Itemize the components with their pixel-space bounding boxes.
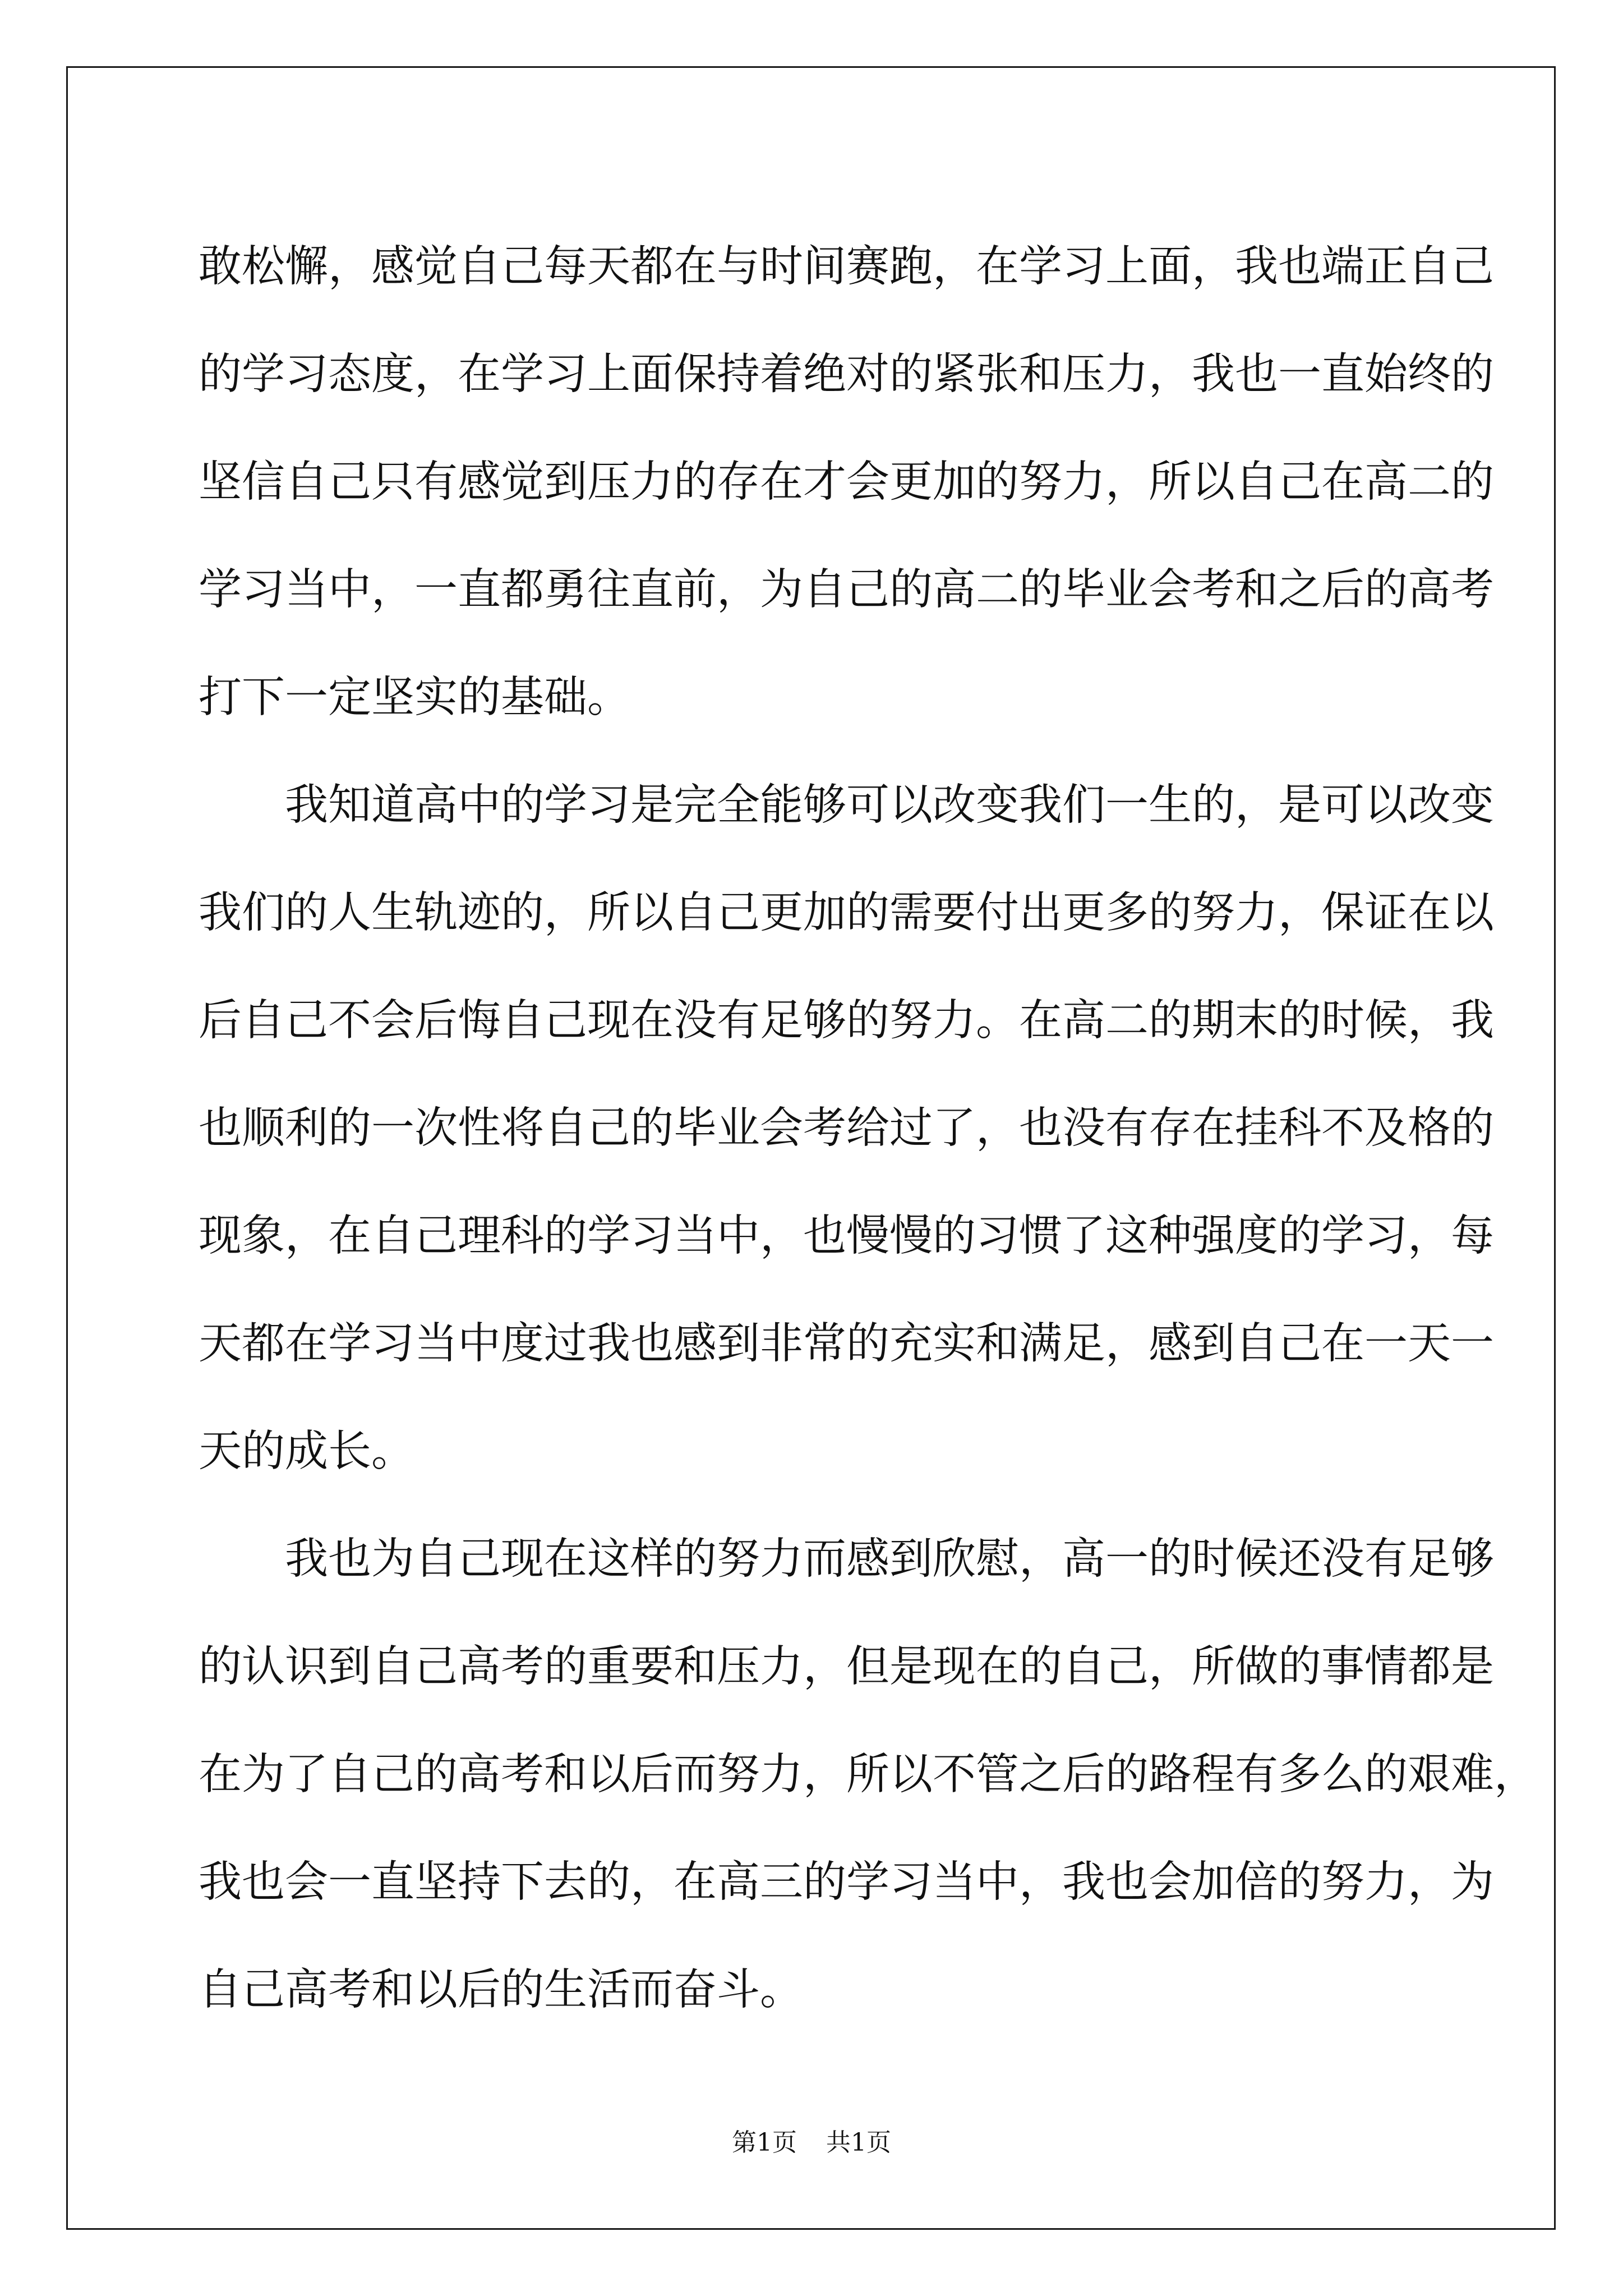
text-line: 我也为自己现在这样的努力而感到欣慰，高一的时候还没有足够: [199, 1534, 1494, 1584]
text-line: 打下一定坚实的基础。: [199, 673, 630, 723]
text-line: 天都在学习当中度过我也感到非常的充实和满足，感到自己在一天一: [199, 1319, 1494, 1369]
text-line: 坚信自己只有感觉到压力的存在才会更加的努力，所以自己在高二的: [199, 457, 1494, 507]
text-line: 学习当中，一直都勇往直前，为自己的高二的毕业会考和之后的高考: [199, 565, 1494, 615]
text-line: 我知道高中的学习是完全能够可以改变我们一生的，是可以改变: [199, 780, 1494, 830]
paragraph-2: [199, 752, 1494, 1506]
page-number-current: 第1页: [732, 2128, 797, 2157]
page-footer: [0, 2126, 1623, 2160]
paragraph-3: [199, 1506, 1537, 2044]
text-line: 后自己不会后悔自己现在没有足够的努力。在高二的期末的时候，我: [199, 996, 1494, 1046]
text-line: 的认识到自己高考的重要和压力，但是现在的自己，所做的事情都是: [199, 1642, 1494, 1692]
text-line: 敢松懈，感觉自己每天都在与时间赛跑，在学习上面，我也端正自己: [199, 242, 1494, 292]
paragraph-1: [199, 213, 1494, 752]
text-line: 天的成长。: [199, 1427, 414, 1476]
text-line: 也顺利的一次性将自己的毕业会考给过了，也没有存在挂科不及格的: [199, 1103, 1494, 1153]
text-line: 的学习态度，在学习上面保持着绝对的紧张和压力，我也一直始终的: [199, 349, 1494, 399]
text-line: 在为了自己的高考和以后而努力，所以不管之后的路程有多么的艰难，: [199, 1750, 1537, 1800]
text-line: 我也会一直坚持下去的，在高三的学习当中，我也会加倍的努力，为: [199, 1857, 1494, 1907]
text-line: 自己高考和以后的生活而奋斗。: [199, 1965, 803, 2015]
page-number-total: 共1页: [826, 2128, 891, 2157]
text-line: 现象，在自己理科的学习当中，也慢慢的习惯了这种强度的学习，每: [199, 1211, 1494, 1261]
document-body: [199, 213, 1537, 2044]
text-line: 我们的人生轨迹的，所以自己更加的需要付出更多的努力，保证在以: [199, 888, 1494, 938]
